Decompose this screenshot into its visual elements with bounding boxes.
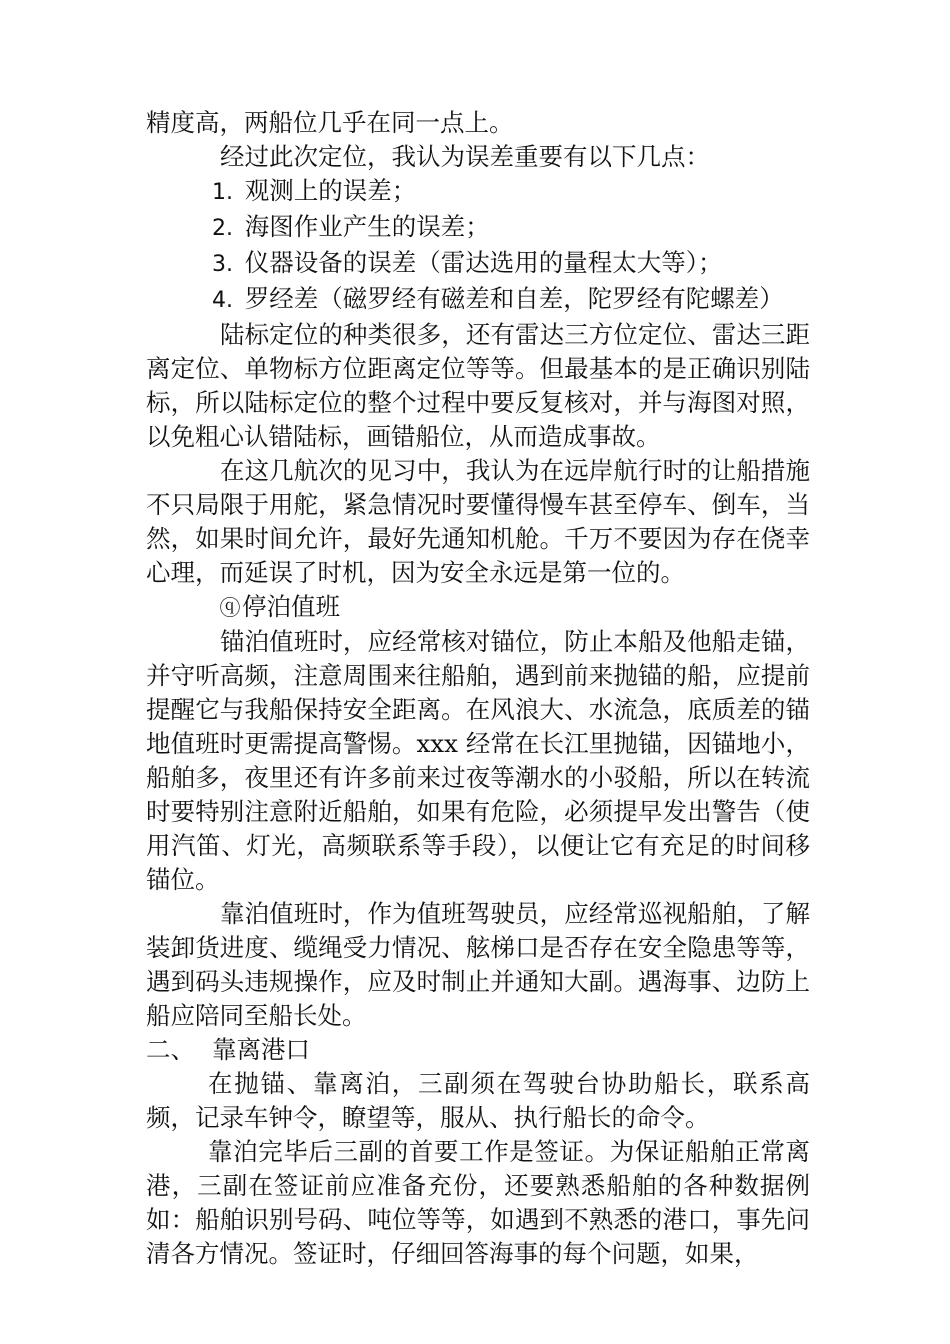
section-heading: [146, 1033, 810, 1067]
paragraph-error-intro: 经过此次定位，我认为误差重要有以下几点：: [220, 142, 710, 171]
list-item-number: 1.: [212, 180, 233, 205]
list-item-number: 4.: [212, 288, 233, 313]
paragraph-anchor-watch: 锚泊值班时，应经常核对锚位，防止本船及他船走锚，并守听高频，注意周围来往船舶，遇到前来抛锚的船，应提前提醒它与我船保持安全距离。在风浪大、水流急，底质差的锚地值班时更需提高警惕。xxx 经常在长江里抛锚，因锚地小，船舶多，夜里还有许多前来过夜等潮水的小驳船，所以在转流时要特别注意附近船舶，如果有危险，必须提早发出警告（使用汽笛、灯光，高频联系等手段），以便让它有充足的时间移锚位。: [146, 627, 810, 894]
list-item-number: 2.: [212, 216, 233, 241]
list-item-text: 仪器设备的误差（雷达选用的量程太大等）；: [244, 248, 723, 277]
subheading-berthing-watch: [146, 590, 810, 625]
paragraph-landmark-positioning: 陆标定位的种类很多，还有雷达三方位定位、雷达三距离定位、单物标方位距离定位等等。但最基本的是正确识别陆标，所以陆标定位的整个过程中要反复核对，并与海图对照，以免粗心认错陆标，画错船位，从而造成事故。: [146, 320, 810, 451]
bullet-icon: ⓠ: [219, 596, 241, 620]
section-number: 二、: [146, 1035, 195, 1064]
list-item: [146, 246, 810, 282]
list-item-text: 观测上的误差；: [244, 176, 417, 205]
subheading-text: 停泊值班: [242, 592, 340, 621]
paragraph-berth-watch: 靠泊值班时，作为值班驾驶员，应经常巡视船舶，了解装卸货进度、缆绳受力情况、舷梯口是否存在安全隐患等等，遇到码头违规操作，应及时制止并通知大副。遇海事、边防上船应陪同至船长处。: [146, 899, 810, 1030]
list-item: [146, 210, 810, 246]
section-title: 靠离港口: [212, 1035, 310, 1064]
list-item: [146, 174, 810, 210]
document-body: [146, 106, 810, 1271]
paragraph-port-clearance: 靠泊完毕后三副的首要工作是签证。为保证船舶正常离港，三副在签证前应准备充份，还要熟悉船舶的各种数据例如：船舶识别号码、吨位等等，如遇到不熟悉的港口，事先问清各方情况。签证时，仔细回答海事的每个问题，如果，: [146, 1137, 810, 1268]
paragraph-collision-avoidance: 在这几航次的见习中，我认为在远岸航行时的让船措施不只局限于用舵，紧急情况时要懂得慢车甚至停车、倒车，当然，如果时间允许，最好先通知机舱。千万不要因为存在侥幸心理，而延误了时机，因为安全永远是第一位的。: [146, 456, 810, 587]
list-item: [146, 282, 810, 318]
paragraph-mooring-duties: 在抛锚、靠离泊，三副须在驾驶台协助船长，联系高频，记录车钟令，瞭望等，服从、执行船长的命令。: [146, 1069, 810, 1132]
list-item-number: 3.: [212, 252, 233, 277]
paragraph-continued: 精度高，两船位几乎在同一点上。: [146, 108, 514, 137]
list-item-text: 海图作业产生的误差；: [244, 212, 490, 241]
list-item-text: 罗经差（磁罗经有磁差和自差，陀罗经有陀螺差）: [244, 284, 784, 313]
